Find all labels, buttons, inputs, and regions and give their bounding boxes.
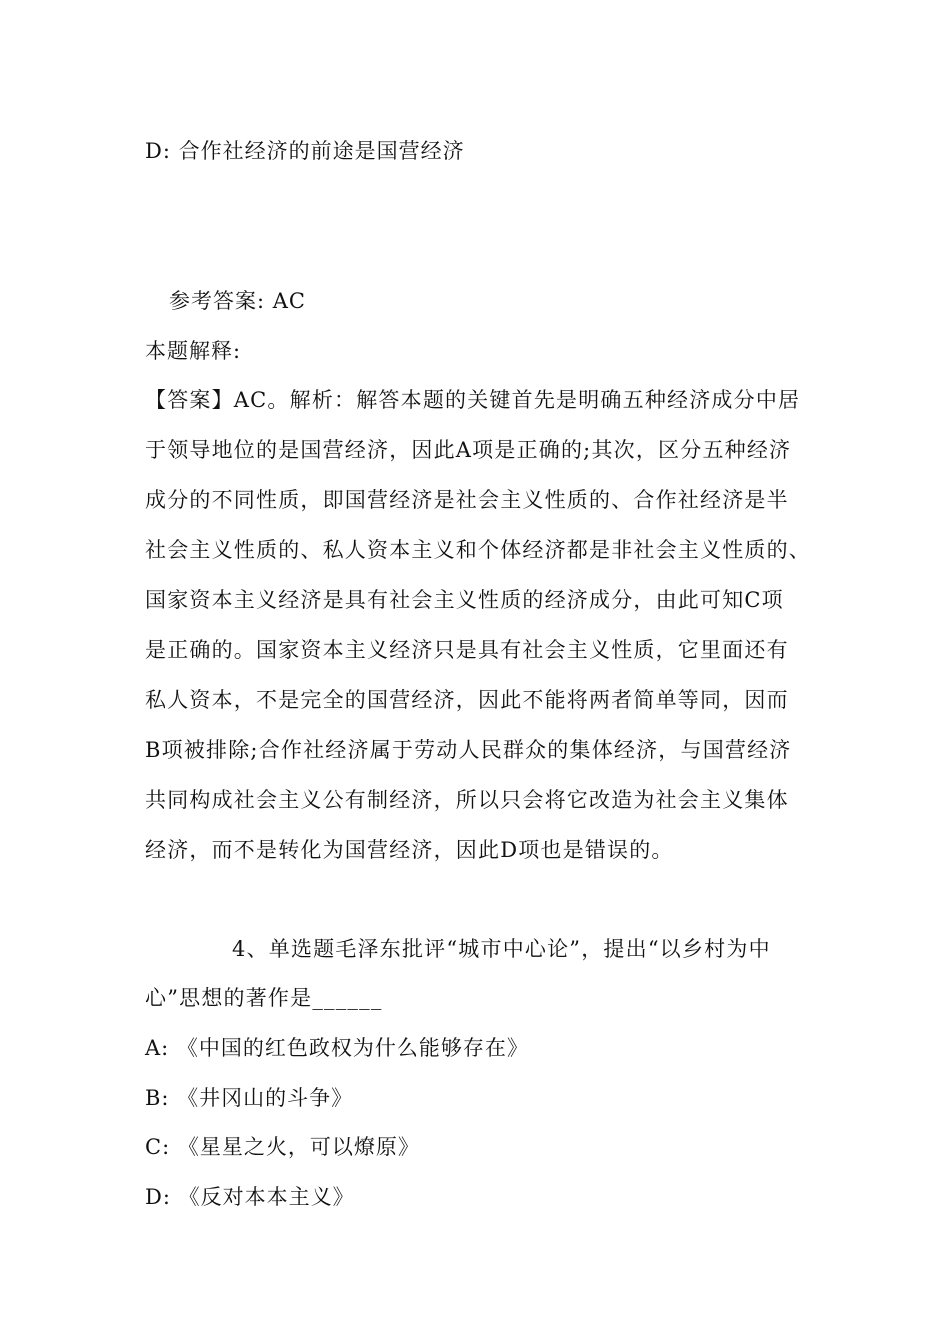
explanation-line: 社会主义性质的、私人资本主义和个体经济都是非社会主义性质的、	[145, 538, 811, 562]
option-a: A: 《中国的红色政权为什么能够存在》	[145, 1036, 529, 1060]
explanation-line: 是正确的。国家资本主义经济只是具有社会主义性质，它里面还有	[145, 638, 789, 662]
option-c: C: 《星星之火，可以燎原》	[145, 1135, 420, 1159]
explanation-line: 于领导地位的是国营经济，因此A项是正确的;其次，区分五种经济	[145, 438, 792, 462]
explanation-line: B项被排除;合作社经济属于劳动人民群众的集体经济，与国营经济	[145, 738, 792, 762]
explanation-line: 共同构成社会主义公有制经济，所以只会将它改造为社会主义集体	[145, 788, 789, 812]
explanation-line: 成分的不同性质，即国营经济是社会主义性质的、合作社经济是半	[145, 488, 789, 512]
reference-answer: 参考答案: AC	[169, 289, 306, 313]
explanation-label: 本题解释:	[145, 339, 242, 363]
explanation-line: 私人资本，不是完全的国营经济，因此不能将两者简单等同，因而	[145, 688, 789, 712]
option-b: B: 《井冈山的斗争》	[145, 1086, 354, 1110]
question-stem: 4、单选题毛泽东批评“城市中心论”，提出“以乡村为中	[232, 937, 771, 961]
explanation-line: 【答案】AC。解析：解答本题的关键首先是明确五种经济成分中居	[145, 388, 801, 412]
option-d: D: 《反对本本主义》	[145, 1185, 355, 1209]
explanation-line: 国家资本主义经济是具有社会主义性质的经济成分，由此可知C项	[145, 588, 784, 612]
explanation-line: 经济，而不是转化为国营经济，因此D项也是错误的。	[145, 838, 674, 862]
prev-option-d: D: 合作社经济的前途是国营经济	[145, 139, 465, 163]
question-stem: 心”思想的著作是______	[145, 986, 383, 1010]
